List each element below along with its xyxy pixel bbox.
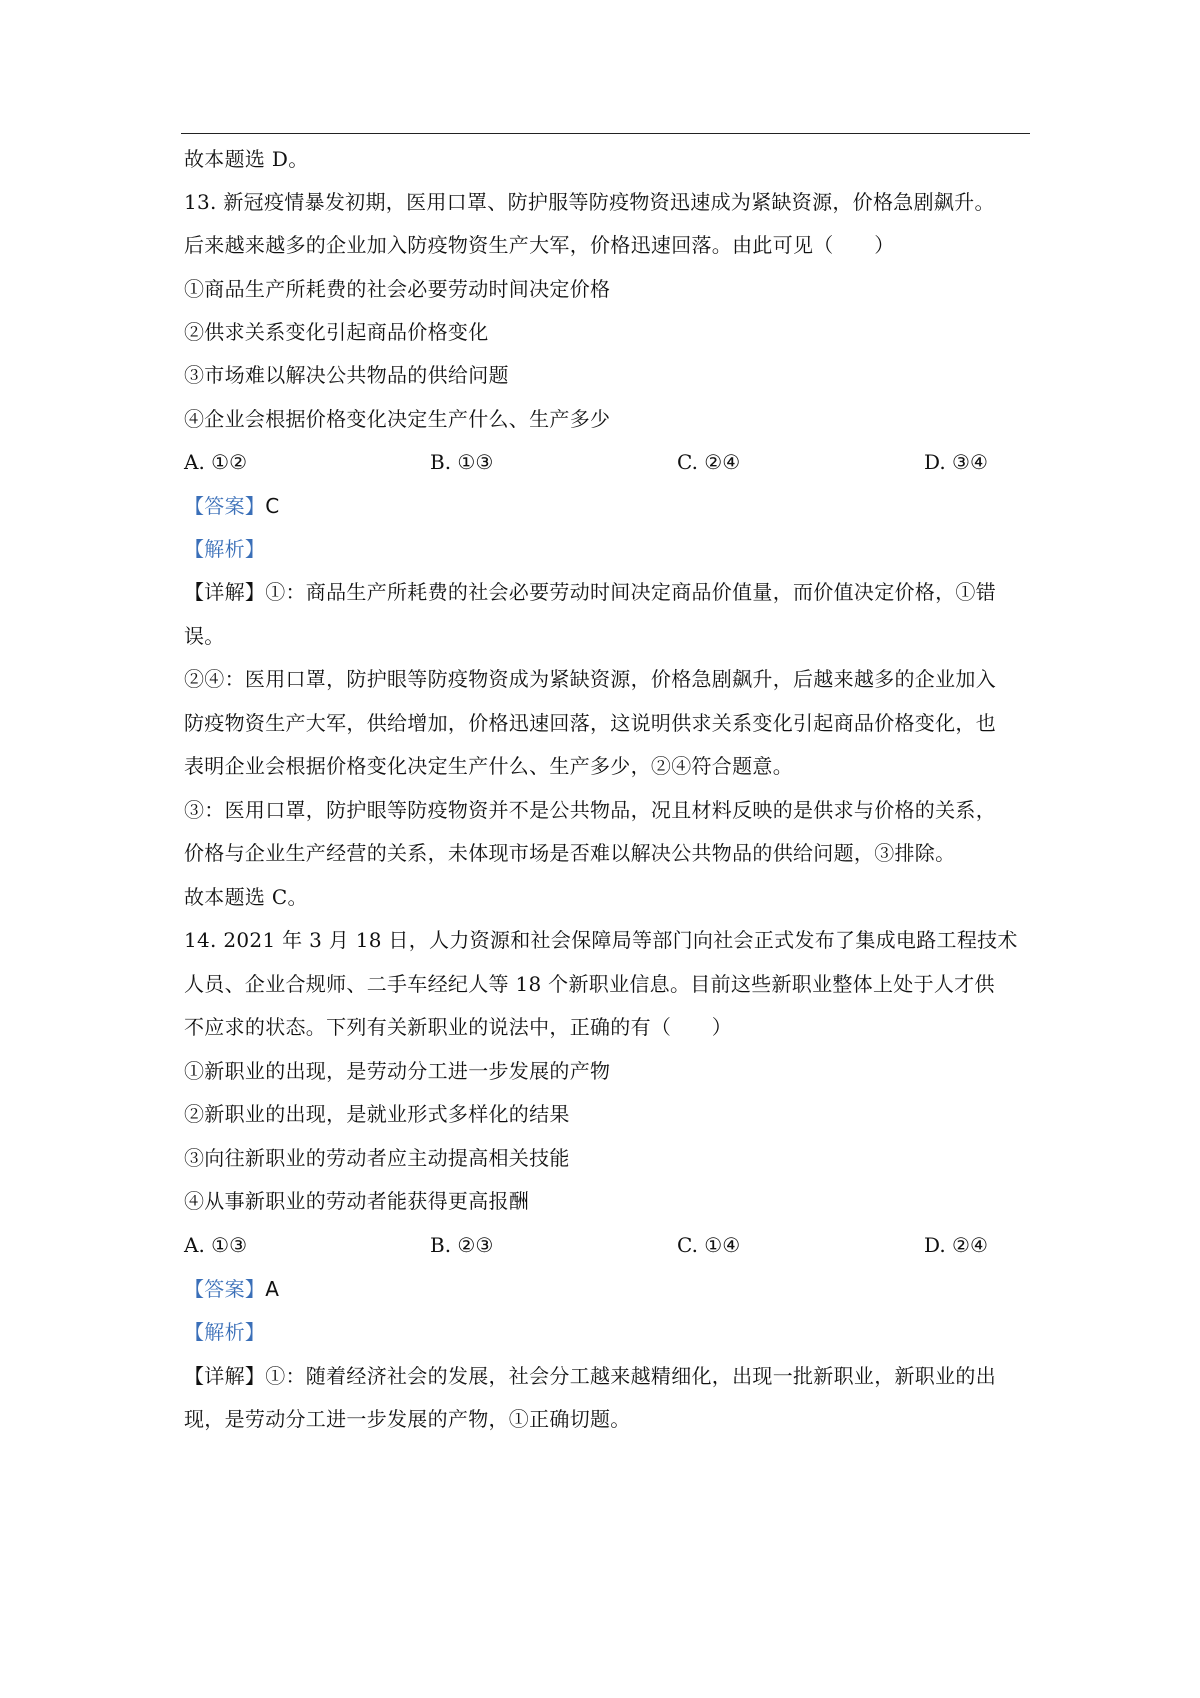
- q14-item-4: ④从事新职业的劳动者能获得更高报酬: [184, 1189, 530, 1213]
- q13-detail-line-1: [184, 579, 1034, 605]
- q14-option-d: D. ②④: [924, 1233, 988, 1257]
- q14-stem-line-2: 人员、企业合规师、二手车经纪人等 18 个新职业信息。目前这些新职业整体上处于人才供: [184, 972, 995, 996]
- q12-conclusion: 故本题选 D。: [184, 147, 309, 171]
- q13-answer-value: C: [265, 494, 280, 518]
- q14-detail-line-1: [184, 1363, 1034, 1389]
- q14-detail-text-1: ①：随着经济社会的发展，社会分工越来越精细化，出现一批新职业，新职业的出: [265, 1364, 997, 1388]
- q14-analysis-label: 【解析】: [184, 1320, 266, 1344]
- q13-option-c: C. ②④: [677, 450, 741, 474]
- q14-option-a: A. ①③: [184, 1233, 248, 1257]
- q13-detail-line-6: ③：医用口罩，防护眼等防疫物资并不是公共物品，况且材料反映的是供求与价格的关系，: [184, 798, 996, 822]
- q13-analysis: [184, 536, 1034, 562]
- q13-conclusion: 故本题选 C。: [184, 885, 308, 909]
- q14-stem-line-3: 不应求的状态。下列有关新职业的说法中，正确的有（ ）: [184, 1015, 733, 1039]
- q14-answer-value: A: [265, 1277, 280, 1301]
- q13-stem-line-2: 后来越来越多的企业加入防疫物资生产大军，价格迅速回落。由此可见（ ）: [184, 233, 895, 257]
- q13-option-b: B. ①③: [430, 450, 494, 474]
- q13-answer-label: 【答案】: [184, 494, 266, 518]
- q13-stem-line-1: 13. 新冠疫情暴发初期，医用口罩、防护服等防疫物资迅速成为紧缺资源，价格急剧飙升。: [184, 190, 995, 214]
- q13-item-3: ③市场难以解决公共物品的供给问题: [184, 363, 509, 387]
- q14-item-1: ①新职业的出现，是劳动分工进一步发展的产物: [184, 1059, 611, 1083]
- q13-detail-line-3: ②④：医用口罩，防护眼等防疫物资成为紧缺资源，价格急剧飙升，后越来越多的企业加入: [184, 667, 996, 691]
- q14-item-3: ③向往新职业的劳动者应主动提高相关技能: [184, 1146, 570, 1170]
- q13-item-2: ②供求关系变化引起商品价格变化: [184, 320, 489, 344]
- q14-option-c: C. ①④: [677, 1233, 741, 1257]
- q14-detail-line-2: 现，是劳动分工进一步发展的产物，①正确切题。: [184, 1407, 631, 1431]
- q13-item-4: ④企业会根据价格变化决定生产什么、生产多少: [184, 407, 611, 431]
- q13-detail-line-7: 价格与企业生产经营的关系，未体现市场是否难以解决公共物品的供给问题，③排除。: [184, 841, 956, 865]
- q13-detail-line-2: 误。: [184, 624, 225, 648]
- q14-analysis: [184, 1319, 1034, 1345]
- q14-answer: [184, 1276, 1034, 1302]
- header-rule: [181, 133, 1030, 134]
- q13-detail-line-4: 防疫物资生产大军，供给增加，价格迅速回落，这说明供求关系变化引起商品价格变化，也: [184, 711, 996, 735]
- q13-answer: [184, 493, 1034, 519]
- q13-option-a: A. ①②: [184, 450, 248, 474]
- q13-item-1: ①商品生产所耗费的社会必要劳动时间决定价格: [184, 277, 611, 301]
- q14-item-2: ②新职业的出现，是就业形式多样化的结果: [184, 1102, 570, 1126]
- q14-option-b: B. ②③: [430, 1233, 494, 1257]
- q13-option-d: D. ③④: [924, 450, 988, 474]
- q13-detail-line-5: 表明企业会根据价格变化决定生产什么、生产多少，②④符合题意。: [184, 754, 793, 778]
- q13-detail-text-1: ①：商品生产所耗费的社会必要劳动时间决定商品价值量，而价值决定价格，①错: [265, 580, 997, 604]
- q13-detail-label: 【详解】: [184, 580, 266, 604]
- q14-detail-label: 【详解】: [184, 1364, 266, 1388]
- q14-answer-label: 【答案】: [184, 1277, 266, 1301]
- q14-stem-line-1: 14. 2021 年 3 月 18 日，人力资源和社会保障局等部门向社会正式发布了集成电路工程技术: [184, 928, 1018, 952]
- q13-analysis-label: 【解析】: [184, 537, 266, 561]
